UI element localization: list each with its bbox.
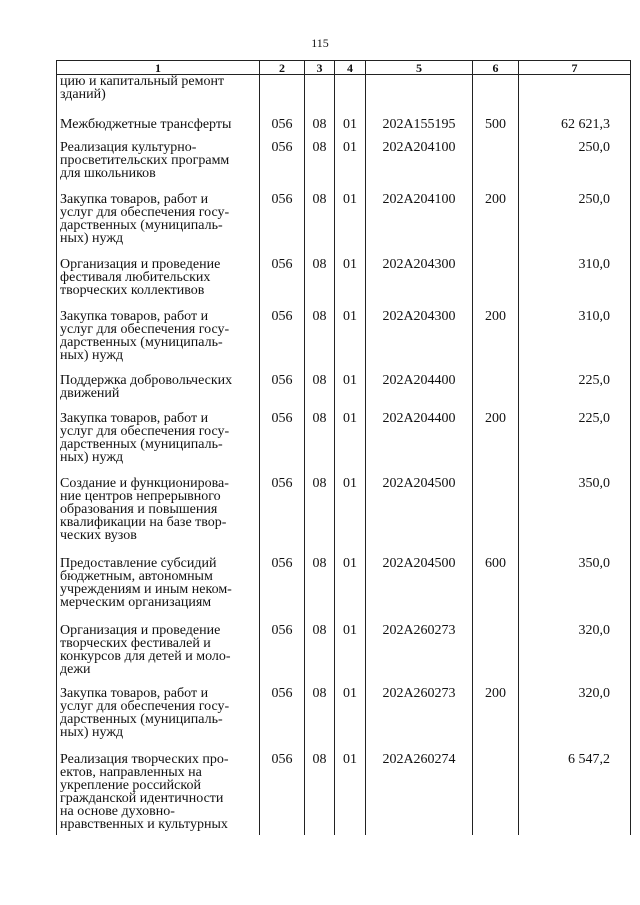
target-article-code: 202A204100	[366, 141, 473, 193]
subsection-code: 01	[335, 118, 366, 141]
table-row	[57, 310, 631, 374]
amount: 250,0	[519, 141, 631, 193]
column-header-2: 2	[260, 61, 305, 75]
subsection-code: 01	[335, 687, 366, 753]
row-description	[57, 624, 260, 687]
amount: 62 621,3	[519, 118, 631, 141]
description-line: услуг для обеспечения госу-	[60, 321, 230, 337]
gov-code: 056	[260, 753, 305, 835]
description-line: ных) нужд	[60, 724, 124, 740]
row-description	[57, 141, 260, 193]
description-line: движений	[60, 385, 120, 401]
description-line: учреждениям и иным неком-	[60, 581, 232, 597]
description-line: бюджетным, автономным	[60, 568, 213, 584]
gov-code: 056	[260, 412, 305, 477]
description-line: дарственных (муниципаль-	[60, 334, 223, 350]
table-row	[57, 258, 631, 310]
table-row	[57, 624, 631, 687]
header-row	[57, 61, 631, 75]
column-header-6: 6	[473, 61, 519, 75]
section-code: 08	[305, 374, 335, 412]
target-article-code	[366, 75, 473, 118]
subsection-code: 01	[335, 141, 366, 193]
description-line: Организация и проведение	[60, 256, 221, 272]
description-line: образования и повышения	[60, 501, 218, 517]
description-line: мерческим организациям	[60, 594, 212, 610]
amount: 350,0	[519, 557, 631, 624]
row-description	[57, 310, 260, 374]
section-code: 08	[305, 141, 335, 193]
subsection-code: 01	[335, 258, 366, 310]
row-description	[57, 374, 260, 412]
subsection-code: 01	[335, 374, 366, 412]
description-line: услуг для обеспечения госу-	[60, 698, 230, 714]
target-article-code: 202A260273	[366, 624, 473, 687]
gov-code: 056	[260, 557, 305, 624]
gov-code: 056	[260, 477, 305, 557]
row-description	[57, 477, 260, 557]
expense-type-code: 200	[473, 310, 519, 374]
target-article-code: 202A204100	[366, 193, 473, 258]
table-row	[57, 412, 631, 477]
description-line: ных) нужд	[60, 347, 124, 363]
subsection-code	[335, 75, 366, 118]
target-article-code: 202A204400	[366, 412, 473, 477]
row-description	[57, 687, 260, 753]
description-line: фестиваля любительских	[60, 269, 211, 285]
target-article-code: 202A260273	[366, 687, 473, 753]
row-description	[57, 412, 260, 477]
expense-type-code: 200	[473, 412, 519, 477]
table-row	[57, 687, 631, 753]
gov-code: 056	[260, 118, 305, 141]
description-line: зданий)	[60, 87, 106, 102]
target-article-code: 202A204500	[366, 557, 473, 624]
amount: 310,0	[519, 310, 631, 374]
target-article-code: 202A155195	[366, 118, 473, 141]
description-line: Межбюджетные трансферты	[60, 116, 232, 132]
description-line: нравственных и культурных	[60, 816, 228, 832]
section-code: 08	[305, 118, 335, 141]
column-header-4: 4	[335, 61, 366, 75]
gov-code: 056	[260, 374, 305, 412]
row-description	[57, 75, 260, 118]
description-line: Создание и функционирова-	[60, 475, 229, 491]
row-description	[57, 258, 260, 310]
row-description	[57, 557, 260, 624]
amount: 225,0	[519, 374, 631, 412]
expense-type-code: 500	[473, 118, 519, 141]
page-number: 115	[311, 36, 329, 50]
expense-type-code	[473, 477, 519, 557]
section-code: 08	[305, 557, 335, 624]
description-line: дежи	[60, 661, 91, 677]
table-row	[57, 193, 631, 258]
description-line: Закупка товаров, работ и	[60, 410, 209, 426]
description-line: ческих вузов	[60, 527, 137, 543]
description-line: Реализация творческих про-	[60, 751, 229, 767]
expense-type-code	[473, 258, 519, 310]
expense-type-code	[473, 753, 519, 835]
section-code	[305, 75, 335, 118]
amount	[519, 75, 631, 118]
column-header-3: 3	[305, 61, 335, 75]
section-code: 08	[305, 258, 335, 310]
expense-type-code	[473, 624, 519, 687]
description-line: Реализация культурно-	[60, 139, 197, 155]
description-line: творческих фестивалей и	[60, 635, 211, 651]
subsection-code: 01	[335, 310, 366, 374]
gov-code: 056	[260, 193, 305, 258]
description-line: конкурсов для детей и моло-	[60, 648, 231, 664]
gov-code: 056	[260, 624, 305, 687]
description-line: услуг для обеспечения госу-	[60, 423, 230, 439]
gov-code: 056	[260, 310, 305, 374]
amount: 250,0	[519, 193, 631, 258]
subsection-code: 01	[335, 557, 366, 624]
target-article-code: 202A204500	[366, 477, 473, 557]
description-line: Организация и проведение	[60, 622, 221, 638]
row-description	[57, 193, 260, 258]
amount: 310,0	[519, 258, 631, 310]
description-line: укрепление российской	[60, 777, 201, 793]
description-line: Предоставление субсидий	[60, 555, 217, 571]
section-code: 08	[305, 687, 335, 753]
description-line: Поддержка добровольческих	[60, 372, 233, 388]
section-code: 08	[305, 412, 335, 477]
expense-type-code	[473, 75, 519, 118]
table-body	[57, 75, 631, 835]
amount: 320,0	[519, 687, 631, 753]
subsection-code: 01	[335, 477, 366, 557]
table-row	[57, 118, 631, 141]
description-line: дарственных (муниципаль-	[60, 711, 223, 727]
description-line: на основе духовно-	[60, 803, 175, 819]
description-line: дарственных (муниципаль-	[60, 436, 223, 452]
gov-code: 056	[260, 258, 305, 310]
description-line: Закупка товаров, работ и	[60, 308, 209, 324]
amount: 320,0	[519, 624, 631, 687]
section-code: 08	[305, 193, 335, 258]
column-header-5: 5	[366, 61, 473, 75]
gov-code	[260, 75, 305, 118]
subsection-code: 01	[335, 753, 366, 835]
table-row	[57, 557, 631, 624]
expense-type-code: 200	[473, 687, 519, 753]
section-code: 08	[305, 310, 335, 374]
amount: 350,0	[519, 477, 631, 557]
description-line: Закупка товаров, работ и	[60, 191, 209, 207]
table-row	[57, 374, 631, 412]
description-line: ных) нужд	[60, 230, 124, 246]
column-header-7: 7	[519, 61, 631, 75]
row-description	[57, 118, 260, 141]
description-line: квалификации на базе твор-	[60, 514, 227, 530]
target-article-code: 202A260274	[366, 753, 473, 835]
table-row	[57, 753, 631, 835]
table-row	[57, 477, 631, 557]
description-line: Закупка товаров, работ и	[60, 685, 209, 701]
expense-type-code: 200	[473, 193, 519, 258]
subsection-code: 01	[335, 624, 366, 687]
description-line: ных) нужд	[60, 449, 124, 465]
description-line: гражданской идентичности	[60, 790, 224, 806]
subsection-code: 01	[335, 412, 366, 477]
section-code: 08	[305, 624, 335, 687]
description-line: для школьников	[60, 165, 156, 181]
budget-table	[56, 60, 631, 835]
gov-code: 056	[260, 141, 305, 193]
expense-type-code: 600	[473, 557, 519, 624]
description-line: дарственных (муниципаль-	[60, 217, 223, 233]
expense-type-code	[473, 141, 519, 193]
description-line: услуг для обеспечения госу-	[60, 204, 230, 220]
description-line: цию и капитальный ремонт	[60, 74, 225, 89]
table-row	[57, 75, 631, 118]
subsection-code: 01	[335, 193, 366, 258]
amount: 6 547,2	[519, 753, 631, 835]
target-article-code: 202A204300	[366, 258, 473, 310]
expense-type-code	[473, 374, 519, 412]
description-line: творческих коллективов	[60, 282, 205, 298]
column-header-1: 1	[57, 61, 260, 75]
target-article-code: 202A204300	[366, 310, 473, 374]
row-description	[57, 753, 260, 835]
amount: 225,0	[519, 412, 631, 477]
description-line: ние центров непрерывного	[60, 488, 221, 504]
description-line: ектов, направленных на	[60, 764, 202, 780]
table-row	[57, 141, 631, 193]
section-code: 08	[305, 477, 335, 557]
gov-code: 056	[260, 687, 305, 753]
section-code: 08	[305, 753, 335, 835]
description-line: просветительских программ	[60, 152, 230, 168]
target-article-code: 202A204400	[366, 374, 473, 412]
